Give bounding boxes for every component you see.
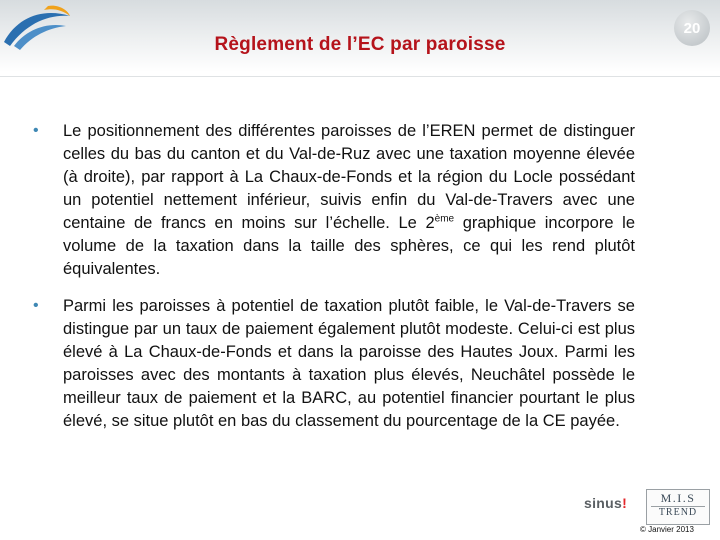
bullet-list bbox=[30, 120, 635, 447]
mistrend-logo bbox=[646, 489, 710, 525]
bullet-icon: • bbox=[33, 122, 39, 139]
header-divider bbox=[0, 76, 720, 77]
mistrend-logo-bottom: TREND bbox=[651, 506, 705, 519]
superscript: ème bbox=[434, 213, 455, 225]
sinus-logo bbox=[584, 495, 627, 511]
bullet-item bbox=[30, 295, 635, 433]
bullet-item bbox=[30, 120, 635, 281]
sinus-logo-text: sinus bbox=[584, 495, 623, 511]
copyright-notice: © Janvier 2013 bbox=[640, 525, 694, 534]
bullet-text: Parmi les paroisses à potentiel de taxation plutôt faible, le Val-de-Travers se distingue par un taux de paiement également plutôt modeste. Celui-ci est plus élevé à La Chaux-de-Fonds et dans la paroisse des Hautes Joux. Parmi les paroisses avec des montants à taxation plus élevés, Neuchâtel possède le meilleur taux de paiement et la BARC, au potentiel financier pourtant le plus élevé, se situe plutôt en bas du classement du pourcentage de la CE payée. bbox=[63, 297, 635, 430]
bullet-text-part: graphique incorpore le volume de la taxation dans la taille des sphères, ce qui les rend plutôt équivalentes. bbox=[63, 214, 635, 278]
bullet-text bbox=[63, 120, 635, 281]
bullet-text-part: Le positionnement des différentes paroisses de l’EREN permet de distinguer celles du bas du canton et du Val-de-Ruz avec une taxation moyenne élevée (à droite), par rapport à La Chaux-de-Fonds et la région du Locle possédant un potentiel nettement inférieur, suivis enfin du Val-de-Travers avec une centaine de francs en moins sur l’échelle. Le 2 bbox=[63, 122, 635, 232]
page-number-badge bbox=[674, 10, 710, 46]
bullet-icon: • bbox=[33, 297, 39, 314]
mistrend-logo-top: M.I.S bbox=[660, 491, 696, 505]
slide-title: Règlement de l’EC par paroisse bbox=[214, 34, 506, 55]
logo-swoosh-icon bbox=[0, 2, 80, 60]
sinus-logo-mark: ! bbox=[622, 495, 628, 511]
page-number: 20 bbox=[683, 19, 701, 37]
